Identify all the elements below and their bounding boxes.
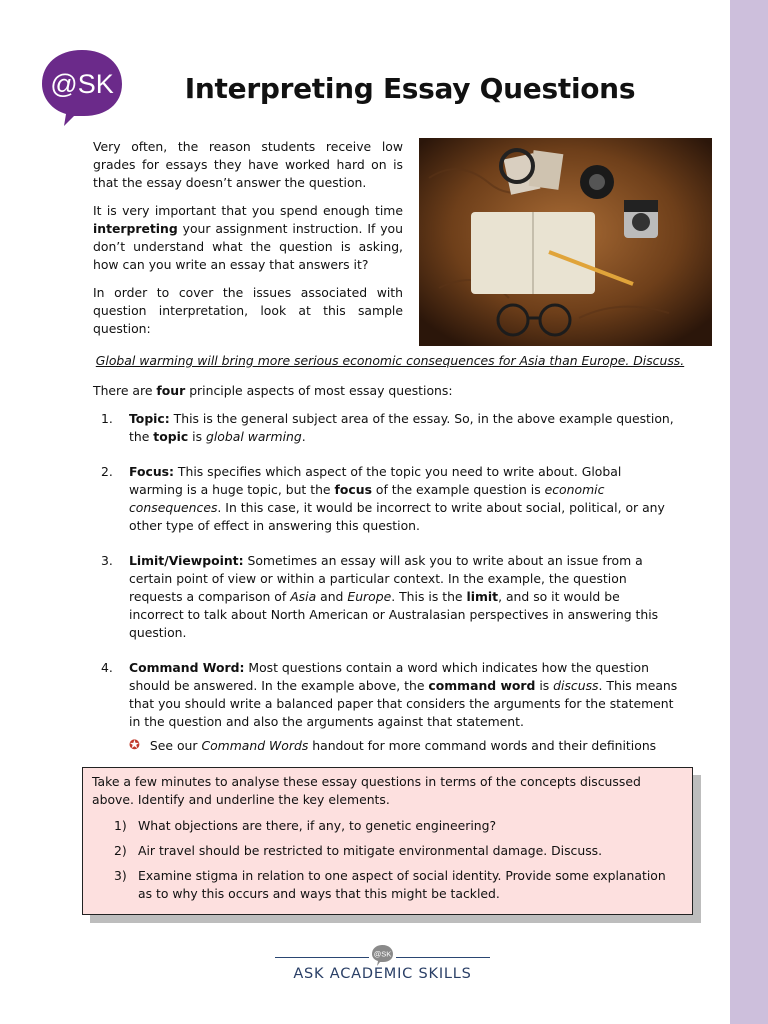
text-run: . In this case, it would be incorrect to write about social, political, or any other type of effect in answering this question. — [129, 500, 665, 533]
footer-rule-right — [396, 957, 490, 958]
text-run: Topic: — [129, 411, 170, 426]
aspect-text — [129, 659, 678, 731]
aspect-text — [129, 463, 678, 535]
aspect-number: 2. — [101, 464, 113, 479]
aspect-item — [93, 659, 678, 731]
footer-rule-left — [275, 957, 369, 958]
text-run: Command Word: — [129, 660, 245, 675]
aspect-number: 3. — [101, 553, 113, 568]
exercise-question — [92, 867, 683, 903]
text-run: Very often, the reason students receive low grades for essays they have worked hard on is that the essay doesn’t answer the question. — [93, 139, 403, 190]
intro-paragraph — [93, 138, 403, 192]
sample-question: Global warming will bring more serious economic consequences for Asia than Europe. Discuss. — [95, 353, 685, 368]
text-run: This specifies which aspect of the topic you need to write about. Global warming is a huge topic, but the — [129, 464, 622, 497]
exercise-question — [92, 817, 683, 835]
aspect-number: 4. — [101, 660, 113, 675]
text-run: is — [535, 678, 554, 693]
aspect-text — [129, 552, 678, 642]
text-run: . This means that you should write a balanced paper that considers the arguments for the statement in the question and also the arguments against that statement. — [129, 678, 678, 729]
text-run: . This is the — [391, 589, 467, 604]
text-run: Europe — [347, 589, 392, 604]
text-run: command word — [428, 678, 536, 693]
text-run: It is very important that you spend enough time — [93, 203, 403, 218]
question-text: What objections are there, if any, to genetic engineering? — [138, 818, 497, 833]
side-stripe — [730, 0, 768, 1024]
text-run: and — [316, 589, 348, 604]
intro-paragraph — [93, 202, 403, 274]
text-run: See our — [149, 738, 202, 753]
aspects-intro — [93, 383, 453, 398]
logo-text: @SK — [50, 69, 114, 99]
aspect-item — [93, 463, 678, 535]
text-run: This is the general subject area of the essay. So, in the above example question, the — [129, 411, 674, 444]
text-run: There are — [93, 383, 157, 398]
text-run: interpreting — [93, 221, 178, 236]
text-run: of the example question is — [371, 482, 545, 497]
page-title: Interpreting Essay Questions — [184, 72, 636, 105]
text-run: focus — [334, 482, 372, 497]
text-run: handout for more command words and their definitions — [308, 738, 657, 753]
command-words-note — [129, 738, 656, 753]
aspect-item — [93, 552, 678, 642]
exercise-instruction: Take a few minutes to analyse these essay questions in terms of the concepts discussed above. Identify and underline the key elements. — [92, 774, 641, 807]
text-run: Limit/Viewpoint: — [129, 553, 244, 568]
text-run: Most questions contain a word which indicates how the question should be answered. In the example above, the — [129, 660, 649, 693]
text-run: is — [188, 429, 206, 444]
question-number: 2) — [114, 843, 127, 858]
star-bullet-icon: ✪ — [129, 738, 140, 753]
text-run: global warming — [205, 429, 302, 444]
footer-brand: ASK ACADEMIC SKILLS — [293, 966, 472, 982]
text-run: principle aspects of most essay questions: — [185, 383, 453, 398]
text-run: four — [156, 383, 186, 398]
aspect-item — [93, 410, 678, 446]
footer-logo — [275, 944, 490, 988]
text-run: economic consequences — [129, 482, 605, 515]
footer-ask-icon — [371, 944, 394, 967]
intro-paragraph — [93, 284, 403, 338]
text-run: topic — [153, 429, 189, 444]
desk-photo — [419, 138, 712, 346]
text-run: , and so it would be incorrect to talk about North American or Australasian perspectives in answering this question. — [129, 589, 659, 640]
note-text — [150, 738, 656, 753]
text-run: In order to cover the issues associated with question interpretation, look at this sample question: — [93, 285, 403, 336]
text-run: Asia — [290, 589, 317, 604]
intro-text — [93, 138, 403, 348]
text-run: your assignment instruction. If you don’t understand what the question is asking, how can you write an essay that answers it? — [93, 221, 403, 272]
aspects-list — [93, 410, 678, 748]
text-run: discuss — [553, 678, 599, 693]
aspect-text — [129, 410, 678, 446]
question-text: Air travel should be restricted to mitigate environmental damage. Discuss. — [138, 843, 603, 858]
ask-logo — [40, 48, 124, 126]
footer-logo-text: @SK — [373, 949, 392, 959]
text-run: limit — [466, 589, 499, 604]
text-run: Focus: — [129, 464, 174, 479]
question-text: Examine stigma in relation to one aspect of social identity. Provide some explanation as to why this occurs and ways that this might be tackled. — [138, 868, 666, 901]
text-run: . — [301, 429, 306, 444]
exercise-question — [92, 842, 683, 860]
question-number: 1) — [114, 818, 127, 833]
aspect-number: 1. — [101, 411, 113, 426]
exercise-questions — [92, 817, 683, 903]
exercise-box — [82, 767, 693, 915]
question-number: 3) — [114, 868, 127, 883]
text-run: Sometimes an essay will ask you to write about an issue from a certain point of view or within a particular context. In the example, the question requests a comparison of — [129, 553, 643, 604]
text-run: Command Words — [201, 738, 309, 753]
